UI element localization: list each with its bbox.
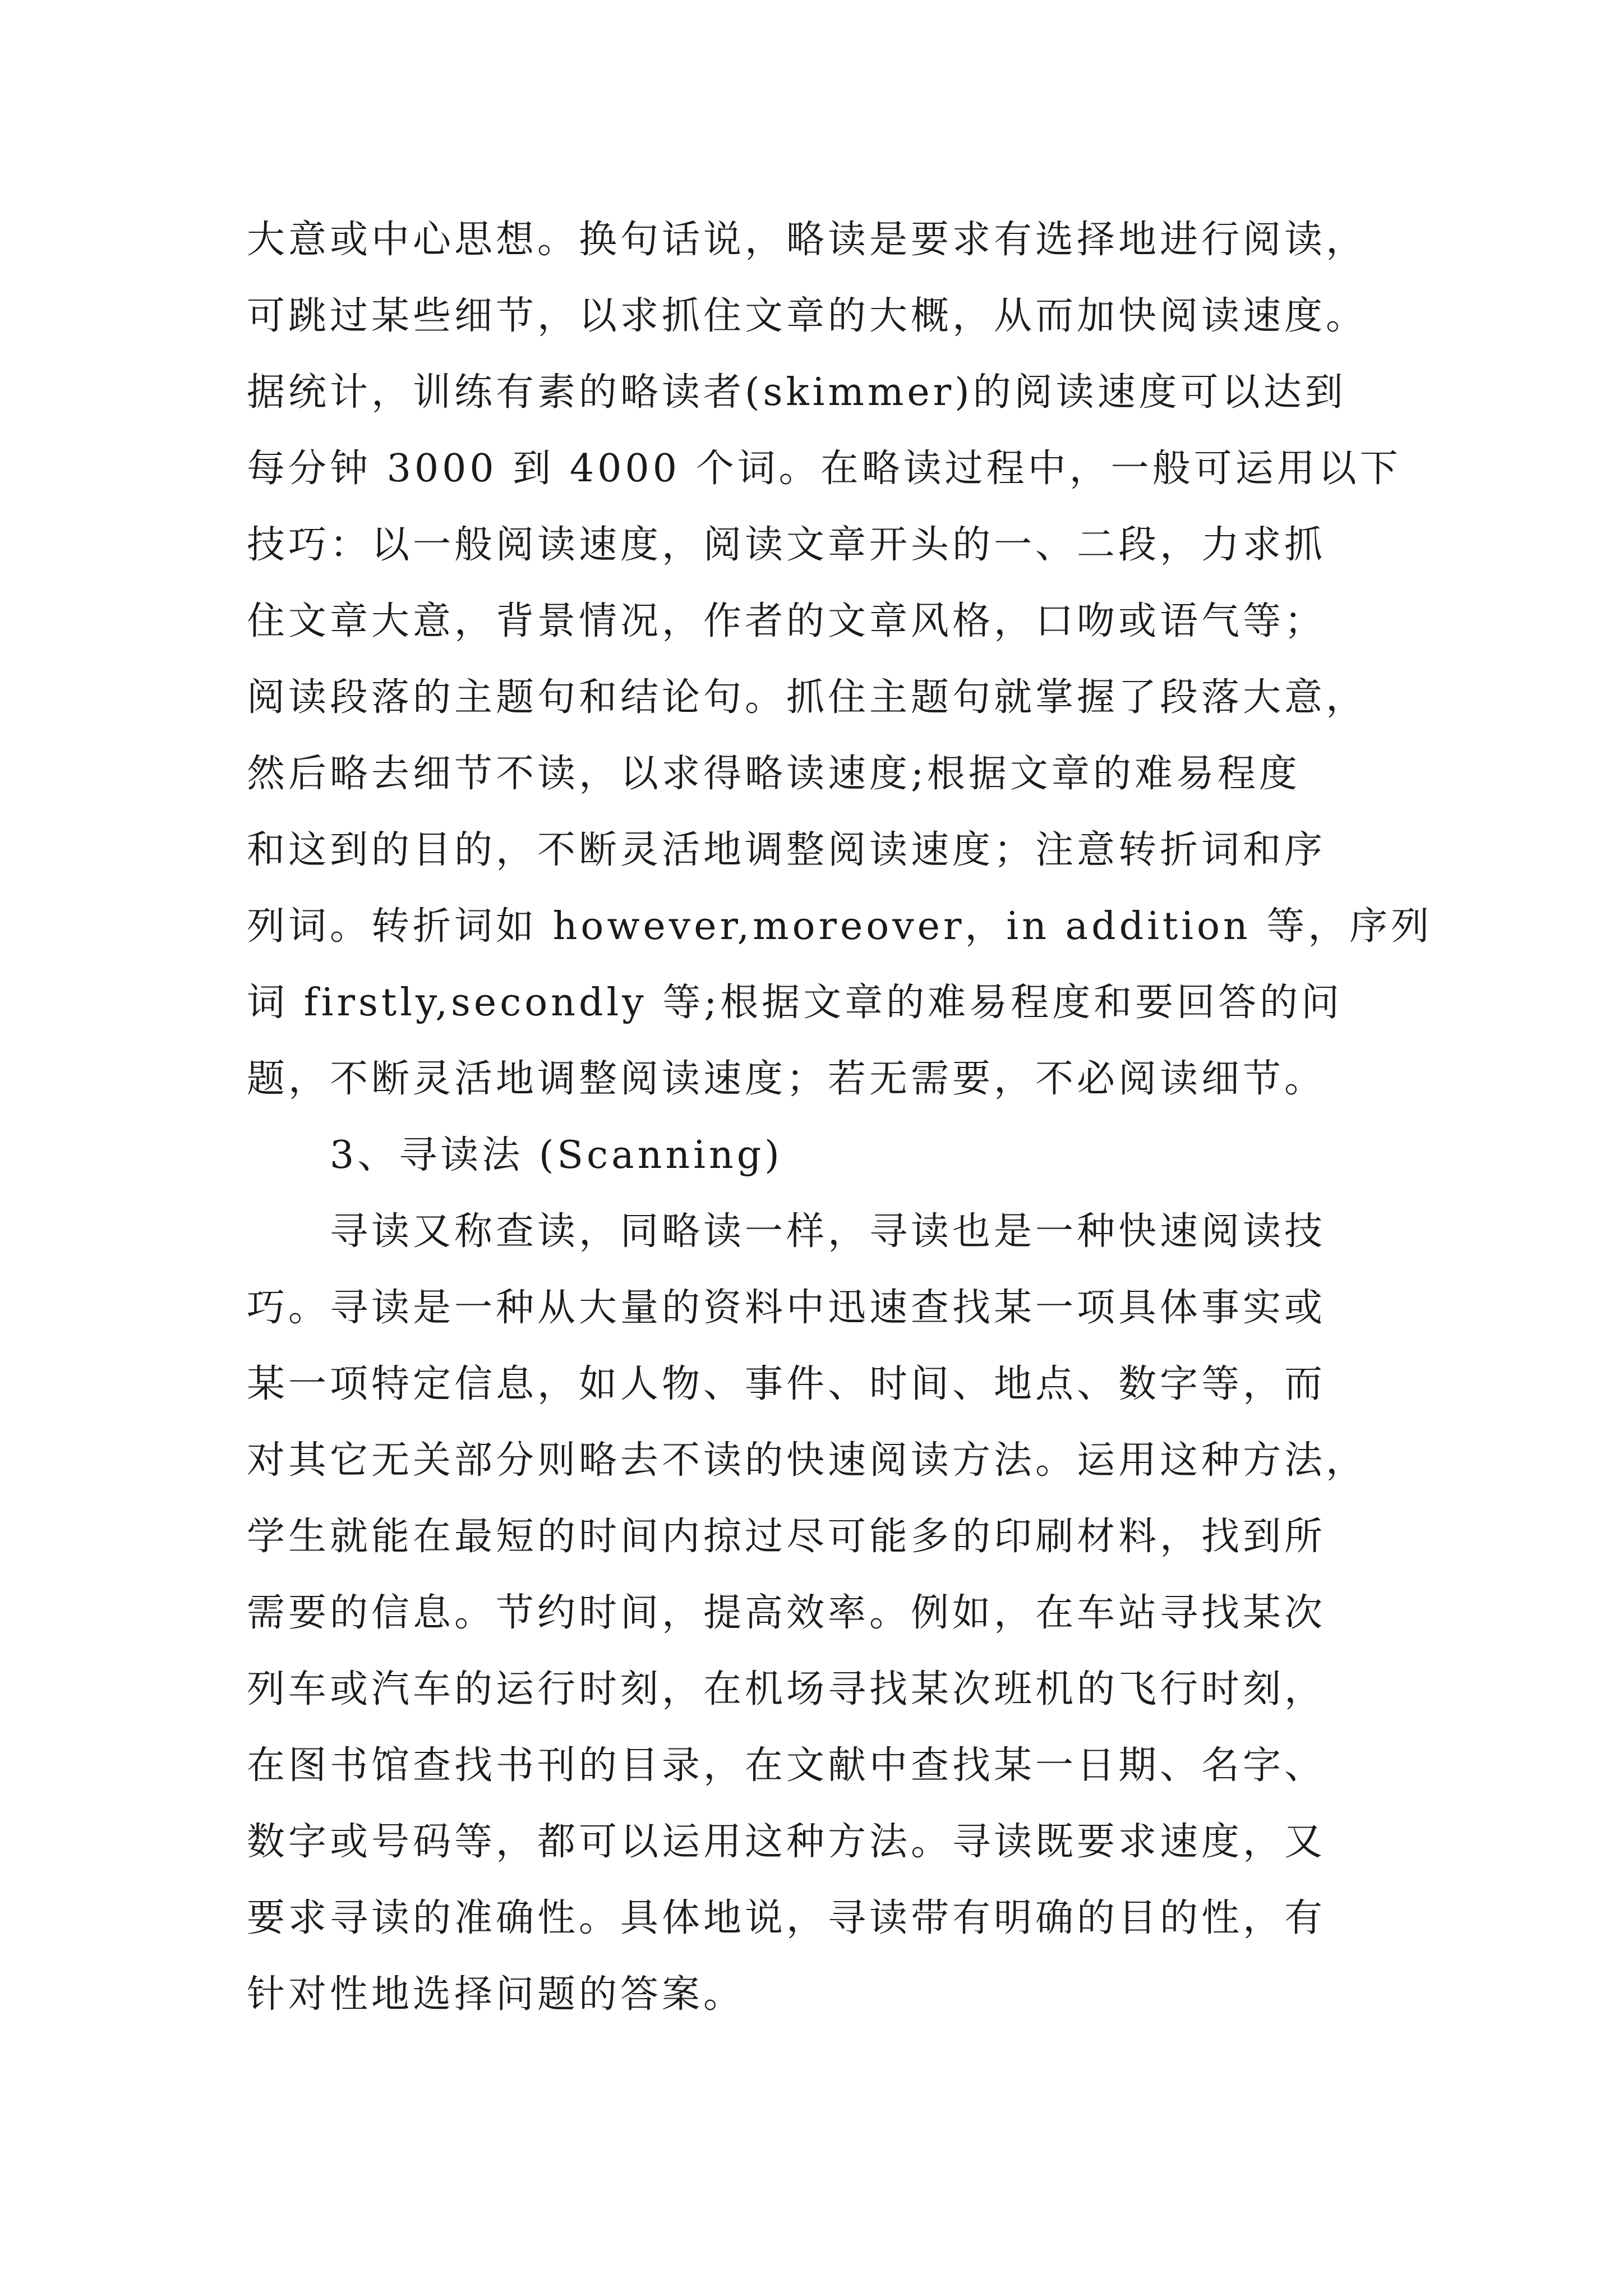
text-line: 在图书馆查找书刊的目录，在文献中查找某一日期、名字、 <box>247 1743 1326 1788</box>
body-text <box>247 202 1433 2033</box>
text-line: 寻读又称查读，同略读一样，寻读也是一种快速阅读技 <box>330 1209 1326 1254</box>
text-line: 列词。转折词如 however,moreover，in addition 等，序列 <box>247 904 1433 949</box>
text-line: 据统计，训练有素的略读者(skimmer)的阅读速度可以达到 <box>247 370 1347 415</box>
text-line: 数字或号码等，都可以运用这种方法。寻读既要求速度，又 <box>247 1820 1326 1864</box>
text-line: 可跳过某些细节，以求抓住文章的大概，从而加快阅读速度。 <box>247 294 1368 338</box>
text-line: 和这到的目的，不断灵活地调整阅读速度；注意转折词和序 <box>247 828 1326 872</box>
text-line: 针对性地选择问题的答案。 <box>247 1972 745 2017</box>
text-line: 对其它无关部分则略去不读的快速阅读方法。运用这种方法， <box>247 1438 1368 1483</box>
text-line: 大意或中心思想。换句话说，略读是要求有选择地进行阅读， <box>247 218 1368 262</box>
text-line: 每分钟 3000 到 4000 个词。在略读过程中，一般可运用以下 <box>247 447 1401 491</box>
text-line: 列车或汽车的运行时刻，在机场寻找某次班机的飞行时刻， <box>247 1667 1326 1711</box>
text-line: 需要的信息。节约时间，提高效率。例如，在车站寻找某次 <box>247 1591 1326 1635</box>
section-heading: 3、寻读法 (Scanning) <box>330 1133 783 1177</box>
text-line: 某一项特定信息，如人物、事件、时间、地点、数字等，而 <box>247 1362 1326 1406</box>
text-line: 住文章大意，背景情况，作者的文章风格，口吻或语气等； <box>247 599 1326 643</box>
text-line: 然后略去细节不读，以求得略读速度;根据文章的难易程度 <box>247 752 1301 796</box>
text-line: 巧。寻读是一种从大量的资料中迅速查找某一项具体事实或 <box>247 1286 1326 1330</box>
text-line: 学生就能在最短的时间内掠过尽可能多的印刷材料，找到所 <box>247 1515 1326 1559</box>
text-line: 阅读段落的主题句和结论句。抓住主题句就掌握了段落大意， <box>247 675 1368 720</box>
text-line: 题，不断灵活地调整阅读速度；若无需要，不必阅读细节。 <box>247 1057 1326 1101</box>
text-line: 词 firstly,secondly 等;根据文章的难易程度和要回答的问 <box>247 981 1343 1025</box>
text-line: 技巧：以一般阅读速度，阅读文章开头的一、二段，力求抓 <box>247 523 1326 567</box>
text-line: 要求寻读的准确性。具体地说，寻读带有明确的目的性，有 <box>247 1896 1326 1940</box>
